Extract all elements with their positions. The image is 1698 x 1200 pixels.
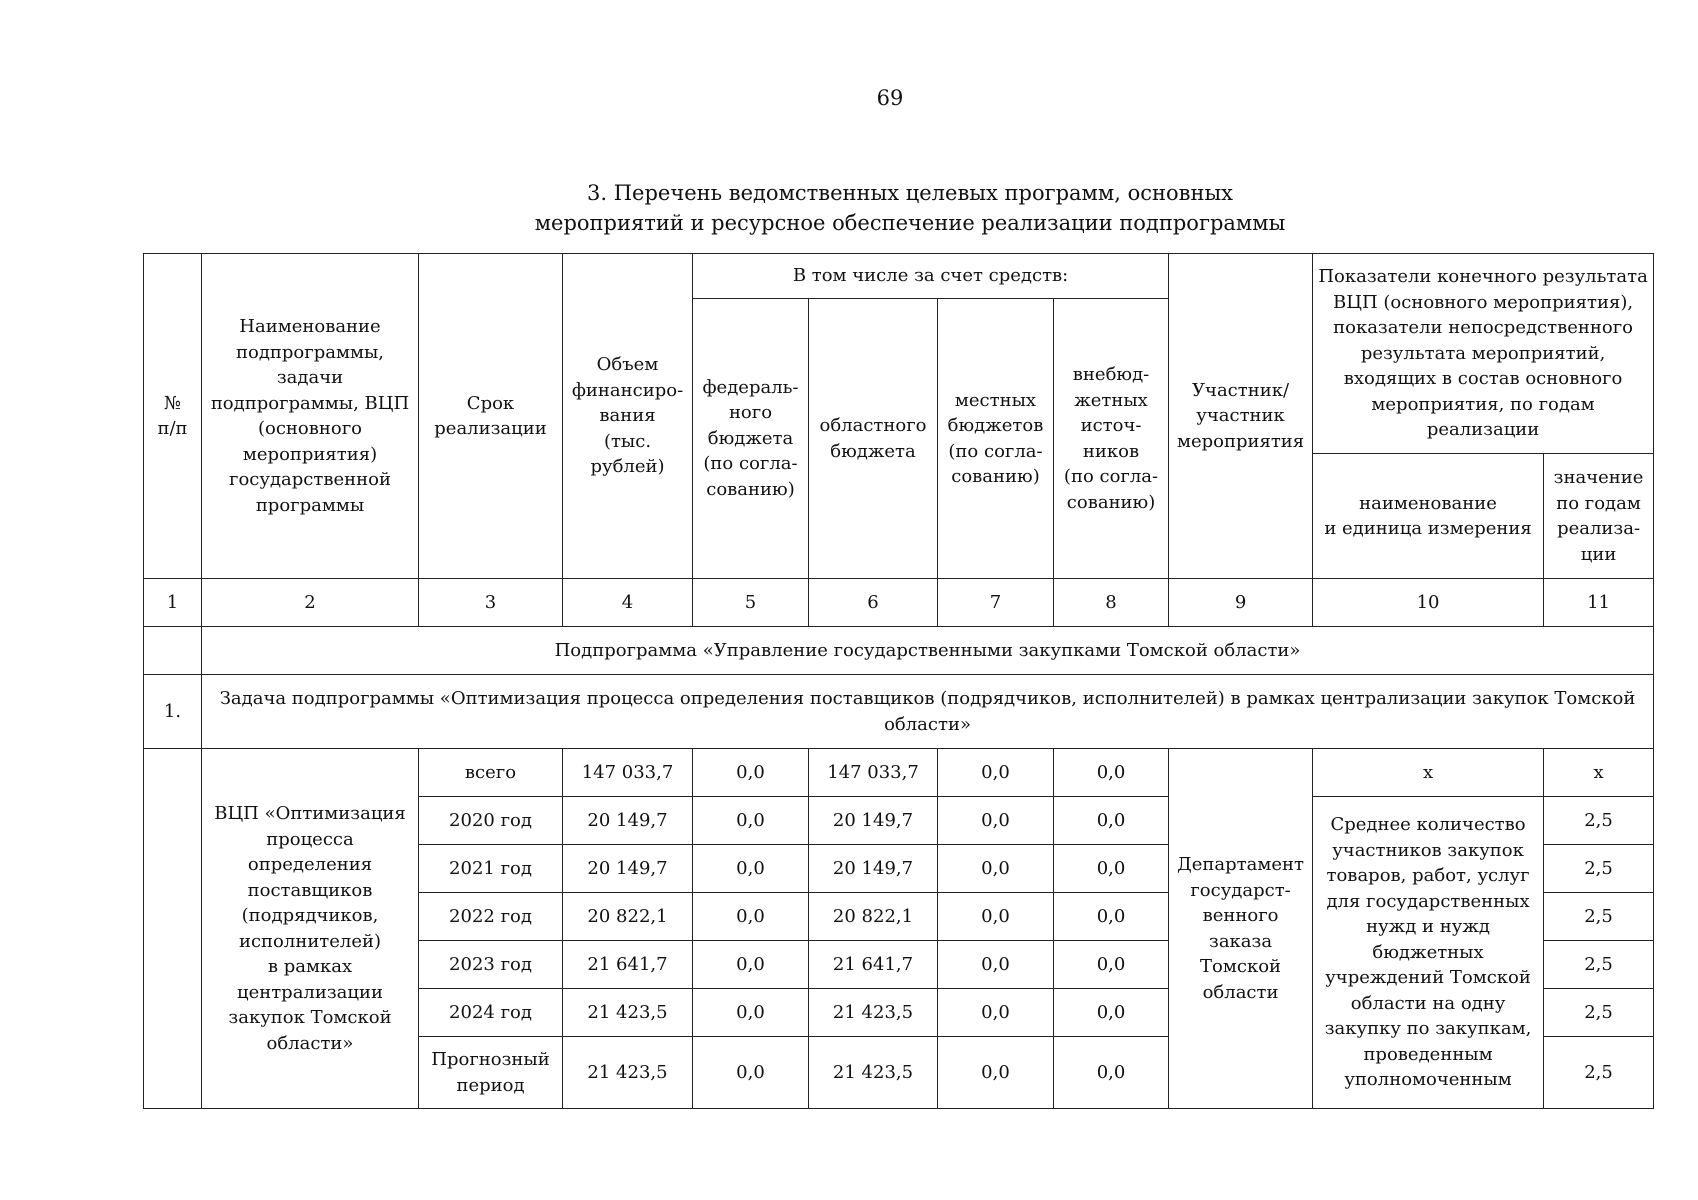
row-federal: 0,0 [693,989,809,1037]
header-name [202,254,419,579]
row-extra: 0,0 [1054,941,1169,989]
text-line: в рамках [267,956,353,977]
text-line: вания [599,405,656,427]
title-line: 3. Перечень ведомственных целевых программ, основных [587,181,1233,205]
header-indicator-value [1544,454,1654,579]
text-line: источ- [1080,415,1142,436]
row-regional: 21 423,5 [809,1037,938,1109]
row-local: 0,0 [938,797,1054,845]
text-line: товаров, работ, услуг [1326,865,1530,887]
column-number: 5 [693,579,809,627]
header-local [938,299,1054,579]
text-line: местных [954,389,1037,411]
vcp-name [202,749,419,1109]
text-line: области на одну [1350,992,1506,1014]
indicator-name [1313,797,1544,1109]
row-total: 21 641,7 [563,941,693,989]
row-regional: 21 641,7 [809,941,938,989]
row-extra: 0,0 [1054,845,1169,893]
column-number: 9 [1169,579,1313,627]
text-line: задачи [276,367,344,388]
section-title [460,178,1360,238]
column-number: 6 [809,579,938,627]
task-text [202,675,1654,749]
column-number: 7 [938,579,1054,627]
header-participant [1169,254,1313,579]
text-line: Показатели конечного результата [1318,266,1648,288]
row-indicator-value: 2,5 [1544,1037,1654,1109]
text-line: области» [884,713,971,735]
text-line: ции [1580,543,1617,565]
text-line: государст- [1190,879,1291,901]
text-line: бюджета [707,427,794,449]
text-line: и единица измерения [1324,518,1532,539]
text-line: наименование [1359,492,1497,514]
column-numbers-row [144,579,1654,627]
text-line: заказа [1209,930,1273,952]
row-total: 147 033,7 [563,749,693,797]
row-federal: 0,0 [693,893,809,941]
text-line: рублей) [590,456,665,478]
text-line: бюджетов [947,415,1044,436]
text-line: (подрядчиков, [241,905,379,926]
task-number: 1. [144,675,202,749]
header-indicators-group [1313,254,1654,454]
text-line: подпрограммы, ВЦП [210,392,410,414]
text-line: Департамент [1177,854,1304,875]
header-federal [693,299,809,579]
text-line: области [1202,981,1279,1003]
text-line: реализации [434,418,547,439]
text-line: реализа- [1557,518,1641,539]
text-line: ников [1082,440,1140,462]
text-line: централизации [237,981,383,1003]
text-line: для государственных [1326,890,1530,912]
row-federal: 0,0 [693,941,809,989]
column-number: 11 [1544,579,1654,627]
text-line: реализации [1426,419,1540,441]
text-line: по годам [1556,492,1641,514]
text-line: участников закупок [1332,839,1524,861]
row-extra: 0,0 [1054,797,1169,845]
data-row [144,749,1654,797]
row-federal: 0,0 [693,845,809,893]
text-line: (по согла- [1063,466,1159,487]
text-line: бюджетных [1372,941,1484,963]
text-line: нужд и нужд [1366,916,1490,938]
text-line: государственной [229,469,391,490]
text-line: уполномоченным [1344,1069,1512,1091]
row-local: 0,0 [938,845,1054,893]
header-volume [563,254,693,579]
text-line: исполнителей) [238,930,382,952]
text-line: п/п [157,418,188,439]
header-indicator-name [1313,454,1544,579]
row-period: 2021 год [419,845,563,893]
text-line: определения [247,854,373,875]
text-line: жетных [1074,389,1148,411]
text-line: период [456,1074,525,1096]
page-number: 69 [876,86,904,110]
column-number: 10 [1313,579,1544,627]
text-line: (тыс. [603,430,652,452]
row-federal: 0,0 [693,1037,809,1109]
row-extra: 0,0 [1054,989,1169,1037]
row-period [419,1037,563,1109]
column-number: 2 [202,579,419,627]
text-line: федераль- [702,376,799,398]
row-indicator-value: x [1544,749,1654,797]
text-line: подпрограммы, [235,341,384,363]
empty-cell [144,749,202,1109]
row-extra: 0,0 [1054,749,1169,797]
row-local: 0,0 [938,1037,1054,1109]
text-line: Объем [596,354,659,376]
text-line: входящих в состав основного [1343,368,1623,390]
row-regional: 20 149,7 [809,797,938,845]
text-line: закупку по закупкам, [1324,1018,1532,1040]
row-period: 2022 год [419,893,563,941]
row-period: всего [419,749,563,797]
row-period: 2020 год [419,797,563,845]
text-line: мероприятия, по годам [1371,393,1595,415]
text-line: сованию) [1066,491,1156,513]
text-line: учреждений Томской [1325,967,1531,989]
column-number: 1 [144,579,202,627]
text-line: сованию) [951,466,1040,487]
text-line: показатели непосредственного [1333,317,1633,339]
row-federal: 0,0 [693,797,809,845]
text-line: Прогнозный [431,1049,550,1070]
row-indicator-value: 2,5 [1544,797,1654,845]
row-total: 20 822,1 [563,893,693,941]
row-period: 2024 год [419,989,563,1037]
row-indicator-value: 2,5 [1544,989,1654,1037]
row-extra: 0,0 [1054,893,1169,941]
empty-cell [144,627,202,675]
text-line: поставщиков [247,879,373,901]
title-line: мероприятий и ресурсное обеспечение реализации подпрограммы [534,211,1286,235]
text-line: ного [728,402,773,424]
text-line: закупок Томской [228,1007,392,1028]
header-funding-group: В том числе за счет средств: [693,254,1169,299]
header-extra [1054,299,1169,579]
total-indicator-name: x [1313,749,1544,797]
header-term [419,254,563,579]
text-line: Задача подпрограммы «Оптимизация процесса определения поставщиков (подрядчиков, исполнителей) в рамках централизации закупок Томской [219,688,1636,709]
text-line: Томской [1200,956,1282,977]
subprogram-title: Подпрограмма «Управление государственными закупками Томской области» [202,627,1654,675]
text-line: финансиро- [571,379,684,401]
text-line: (по согла- [703,453,798,475]
text-line: (основного [257,418,362,439]
column-number: 8 [1054,579,1169,627]
header-row [144,254,1654,299]
column-number: 3 [419,579,563,627]
row-extra: 0,0 [1054,1037,1169,1109]
text-line: значение [1553,467,1644,488]
row-regional: 21 423,5 [809,989,938,1037]
row-regional: 20 149,7 [809,845,938,893]
row-local: 0,0 [938,749,1054,797]
row-local: 0,0 [938,941,1054,989]
row-regional: 20 822,1 [809,893,938,941]
text-line: области» [266,1032,354,1054]
row-indicator-value: 2,5 [1544,845,1654,893]
participant [1169,749,1313,1109]
text-line: областного [819,415,927,436]
row-total: 20 149,7 [563,797,693,845]
subprogram-row [144,627,1654,675]
row-indicator-value: 2,5 [1544,941,1654,989]
row-period: 2023 год [419,941,563,989]
text-line: № [163,392,182,414]
row-total: 21 423,5 [563,989,693,1037]
text-line: процесса [266,828,354,850]
text-line: проведенным [1363,1043,1493,1065]
header-number [144,254,202,579]
row-regional: 147 033,7 [809,749,938,797]
row-indicator-value: 2,5 [1544,893,1654,941]
text-line: программы [255,494,365,516]
text-line: Наименование [239,316,381,337]
row-total: 21 423,5 [563,1037,693,1109]
text-line: Срок [466,392,515,414]
header-regional [809,299,938,579]
program-table [143,253,1654,1109]
text-line: (по согла- [948,440,1043,462]
text-line: венного [1202,905,1279,926]
text-line: сованию) [706,478,795,500]
task-row [144,675,1654,749]
text-line: мероприятия) [242,443,378,465]
text-line: участник [1196,405,1285,427]
text-line: мероприятия [1176,430,1305,452]
text-line: результата мероприятий, [1360,342,1606,364]
row-total: 20 149,7 [563,845,693,893]
row-local: 0,0 [938,989,1054,1037]
text-line: ВЦП «Оптимизация [214,803,406,824]
text-line: Среднее количество [1330,814,1526,836]
text-line: Участник/ [1192,379,1290,401]
text-line: бюджета [830,440,916,462]
column-number: 4 [563,579,693,627]
row-federal: 0,0 [693,749,809,797]
text-line: внебюд- [1072,364,1150,385]
text-line: ВЦП (основного мероприятия), [1333,291,1634,313]
row-local: 0,0 [938,893,1054,941]
